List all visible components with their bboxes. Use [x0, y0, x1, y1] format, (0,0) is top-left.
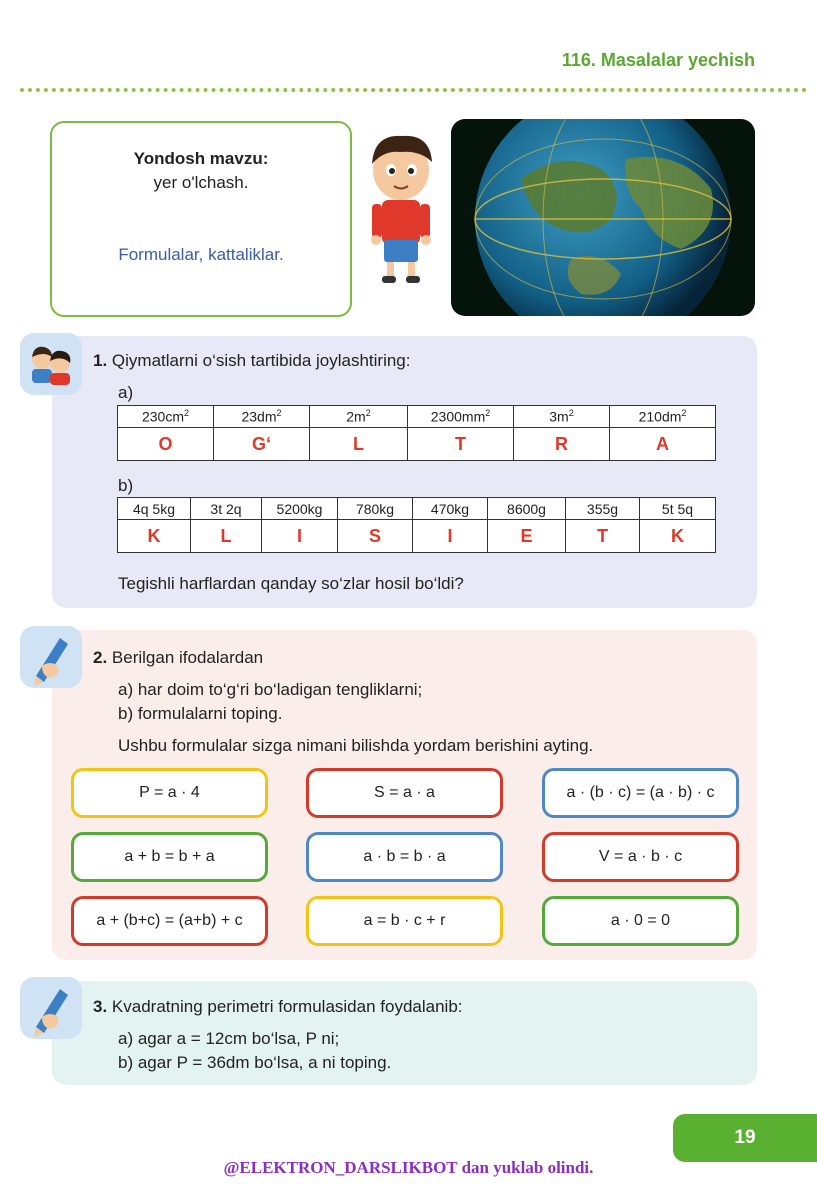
task3-line-a: a) agar a = 12cm bo‘lsa, P ni; — [118, 1029, 340, 1048]
task2-prompt: Ushbu formulalar sizga nimani bilishda yordam berishini ayting. — [118, 736, 594, 755]
table-a-value-cell: $23dm^2$ — [214, 406, 310, 428]
table-b-value-cell: 8600g — [488, 498, 566, 520]
table-a-value-cell: $210dm^2$ — [610, 406, 716, 428]
task1-table-b — [117, 497, 716, 553]
table-b-value-cell: 3t 2q — [191, 498, 262, 520]
task1-panel — [52, 336, 757, 608]
table-a-value-cell: $2300mm^2$ — [408, 406, 514, 428]
task1-heading — [93, 351, 410, 371]
table-b-value-cell: 355g — [566, 498, 640, 520]
table-b-letter-cell: K — [640, 520, 716, 553]
table-b-letter-cell: K — [118, 520, 191, 553]
formula-box: a + b = b + a — [71, 832, 268, 882]
globe-icon — [451, 119, 755, 316]
table-b-value-cell: 5t 5q — [640, 498, 716, 520]
table-b-value-cell: 470kg — [413, 498, 488, 520]
related-topic-box — [50, 121, 352, 317]
page-number: 19 — [673, 1114, 817, 1162]
task2-text: Berilgan ifodalardan — [111, 648, 264, 667]
formula-box: S = a · a — [306, 768, 503, 818]
formula-box: a + (b+c) = (a+b) + c — [71, 896, 268, 946]
formula-box: a · b = b · a — [306, 832, 503, 882]
table-b-letter-cell: L — [191, 520, 262, 553]
lesson-title: 116. Masalalar yechish — [561, 50, 755, 70]
table-b-letter-cell: I — [413, 520, 488, 553]
table-b-letter-cell: S — [338, 520, 413, 553]
table-b-letter-cell: I — [262, 520, 338, 553]
table-b-letter-cell: E — [488, 520, 566, 553]
task3-text: Kvadratning perimetri formulasidan foydalanib: — [111, 997, 463, 1016]
task1-question: Tegishli harflardan qanday so‘zlar hosil bo‘ldi? — [118, 574, 464, 593]
task3-line-b: b) agar P = 36dm bo‘lsa, a ni toping. — [118, 1053, 392, 1072]
formula-box: a · 0 = 0 — [542, 896, 739, 946]
table-a-letter-cell: O — [118, 428, 214, 461]
formula-box: P = a · 4 — [71, 768, 268, 818]
table-a-letter-cell: R — [514, 428, 610, 461]
task2-line-a: a) har doim to‘g‘ri bo‘ladigan tengliklarni; — [118, 680, 423, 699]
task1-table-a — [117, 405, 716, 461]
task1-part-a-label: a) — [118, 383, 134, 402]
task3-heading — [93, 997, 463, 1017]
pencil-icon — [20, 977, 82, 1039]
task2-line-b: b) formulalarni toping. — [118, 704, 283, 723]
globe-image — [451, 119, 755, 316]
table-b-value-cell: 5200kg — [262, 498, 338, 520]
formula-box: a · (b · c) = (a · b) · c — [542, 768, 739, 818]
related-topic-subtitle: yer o'lchash. — [153, 173, 249, 192]
formula-box: a = b · c + r — [306, 896, 503, 946]
table-a-letter-cell: T — [408, 428, 514, 461]
table-a-letter-cell: A — [610, 428, 716, 461]
table-b-letter-cell: T — [566, 520, 640, 553]
table-a-value-cell: $3m^2$ — [514, 406, 610, 428]
table-b-value-cell: 4q 5kg — [118, 498, 191, 520]
kids-icon — [20, 333, 82, 395]
table-a-letter-cell: L — [310, 428, 408, 461]
table-a-value-cell: $230cm^2$ — [118, 406, 214, 428]
table-a-letter-cell: G‘ — [214, 428, 310, 461]
related-topic-formulas: Formulalar, kattaliklar. — [118, 245, 284, 264]
task1-number: 1. — [93, 351, 108, 370]
dotted-divider — [20, 88, 807, 92]
boy-illustration — [360, 128, 442, 288]
table-a-value-cell: $2m^2$ — [310, 406, 408, 428]
pencil-icon — [20, 626, 82, 688]
task2-number: 2. — [93, 648, 108, 667]
task2-heading — [93, 648, 263, 668]
table-b-value-cell: 780kg — [338, 498, 413, 520]
formula-box: V = a · b · c — [542, 832, 739, 882]
task1-part-b-label: b) — [118, 476, 134, 495]
task3-number: 3. — [93, 997, 108, 1016]
related-topic-title: Yondosh mavzu: — [133, 149, 269, 168]
footer-note: @ELEKTRON_DARSLIKBOT dan yuklab olindi. — [223, 1158, 594, 1177]
task1-text: Qiymatlarni o‘sish tartibida joylashtiring: — [111, 351, 411, 370]
